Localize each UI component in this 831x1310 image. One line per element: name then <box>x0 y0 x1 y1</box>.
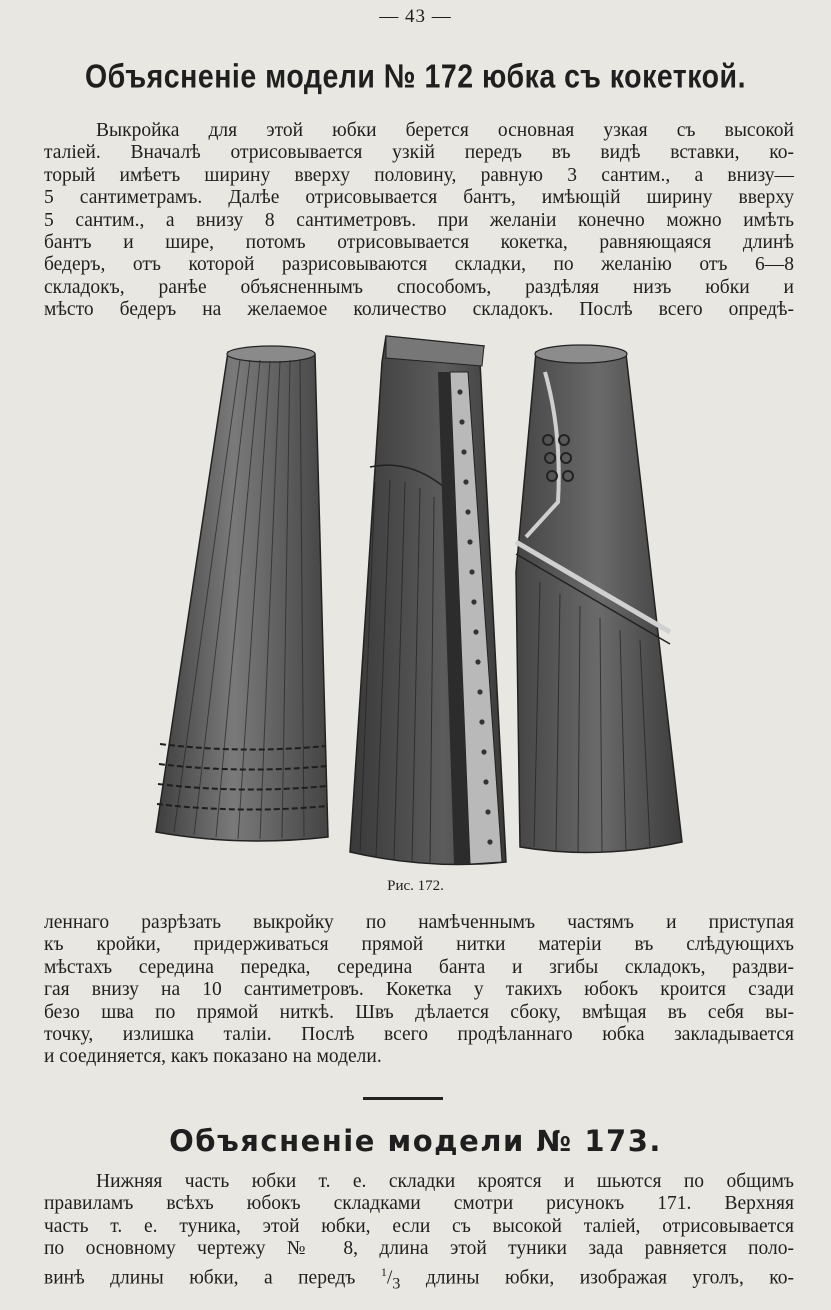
text-line: Выкройка для этой юбки берется основная узкая съ высокой <box>96 120 794 141</box>
text-line: безо шва по прямой ниткѣ. Швъ дѣлается сбоку, вмѣщая въ себя вы- <box>44 1001 794 1023</box>
paragraph-model-173 <box>44 1171 794 1294</box>
paragraph-model-172-continued <box>44 912 794 1069</box>
skirt-right-yoke <box>516 345 682 852</box>
paragraph-model-172-intro <box>44 120 794 322</box>
text-line: точку, излишка таліи. Послѣ всего продѣланнаго юбка закладывается <box>44 1024 794 1046</box>
text-line: таліей. Вначалѣ отрисовывается узкій передъ въ видѣ вставки, ко- <box>44 142 794 164</box>
text-line: гая внизу на 10 сантиметровъ. Кокетка у такихъ юбокъ кроится сзади <box>44 979 794 1001</box>
text-line-with-fraction: винѣ длины юбки, а передъ $^1/_3$ длины юбки, изображая уголъ, ко- <box>44 1264 795 1293</box>
text-line: Нижняя часть юбки т. е. складки кроятся и шьются по общимъ <box>96 1171 794 1192</box>
fraction-numerator: 1 <box>380 1264 387 1279</box>
text-line: часть т. е. туника, этой юбки, если съ высокой таліей, отрисовывается <box>44 1215 794 1237</box>
text-line: бедеръ, отъ которой разрисовываются складки, по желанію отъ 6—8 <box>44 254 794 276</box>
text-line: складокъ, ранѣе объясненнымъ способомъ, раздѣляя низъ юбки и <box>44 276 794 298</box>
section-divider <box>363 1097 443 1100</box>
section-title-model-173: Объясненіе модели № 173. <box>169 1124 662 1158</box>
text-line: къ кройки, придерживаться прямой нитки матеріи въ слѣдующихъ <box>44 934 794 956</box>
page-number: — 43 — <box>379 6 452 27</box>
fraction-denominator: 3 <box>392 1274 401 1293</box>
skirt-illustration-figure-172 <box>150 332 690 872</box>
skirt-middle-buttoned <box>350 336 506 864</box>
text-line: мѣсто бедеръ на желаемое количество складокъ. Послѣ всего опредѣ- <box>44 299 794 321</box>
text-line: по основному чертежу № 8, длина этой туники зада равняется поло- <box>44 1238 794 1260</box>
text-line: бантъ и шире, потомъ отрисовывается кокетка, равняющаяся длинѣ <box>44 232 794 254</box>
text-line: 5 сантиметрамъ. Далѣе отрисовывается бантъ, имѣющій ширину вверху <box>44 187 794 209</box>
text-line: и соединяется, какъ показано на модели. <box>44 1046 382 1068</box>
text-line: правиламъ всѣхъ юбокъ складками смотри рисунокъ 171. Верхняя <box>44 1193 794 1215</box>
text-line: 5 сантим., а внизу 8 сантиметровъ. при желаніи конечно можно имѣть <box>44 209 794 231</box>
text-segment: длины юбки, изображая уголъ, ко- <box>425 1267 795 1289</box>
text-line: торый имѣетъ ширину вверху половину, равную 3 сантим., а внизу— <box>44 164 794 186</box>
section-title-model-172: Объясненіе модели № 172 юбка съ кокеткой. <box>85 58 746 96</box>
figure-caption: Рис. 172. <box>387 878 444 894</box>
text-line: мѣстахъ середина передка, середина банта и згибы складокъ, раздви- <box>44 956 794 978</box>
skirt-left-pleated <box>156 346 328 841</box>
text-segment: винѣ длины юбки, а передъ <box>44 1267 356 1289</box>
text-line: леннаго разрѣзать выкройку по намѣченнымъ частямъ и приступая <box>44 912 794 933</box>
